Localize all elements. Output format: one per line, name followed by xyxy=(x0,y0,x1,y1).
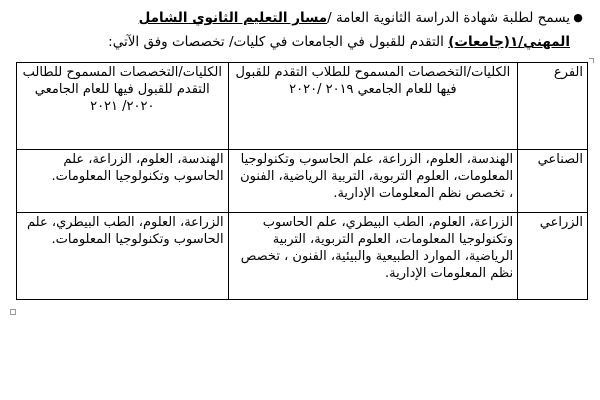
table-move-handle[interactable] xyxy=(589,58,594,63)
track-name-line1: مسار التعليم الثانوي الشامل xyxy=(138,10,328,26)
intro-text xyxy=(20,6,570,54)
admission-table xyxy=(16,62,588,300)
cell-year-2020: الهندسة، العلوم، الزراعة، علم الحاسوب وتكنولوجيا المعلومات. xyxy=(17,150,229,213)
track-name-line2: المهني/١(جامعات) xyxy=(448,34,570,50)
table-header-row xyxy=(17,63,588,150)
intro-paragraph xyxy=(20,6,586,54)
intro-suffix: التقدم للقبول في الجامعات في كليات/ تخصصات وفق الآتي: xyxy=(108,34,449,50)
bullet-icon: ● xyxy=(573,11,583,24)
header-year-2019: الكليات/التخصصات المسموح للطلاب التقدم للقبول فيها للعام الجامعي ٢٠١٩ /٢٠٢٠ xyxy=(228,63,518,150)
table-row xyxy=(17,213,588,300)
table-row xyxy=(17,150,588,213)
bullet-item xyxy=(20,6,586,54)
header-branch: الفرع xyxy=(518,63,588,150)
cell-year-2019: الهندسة، العلوم، الزراعة، علم الحاسوب وتكنولوجيا المعلومات، العلوم التربوية، التربية الرياضية، الفنون ، تخصص نظم المعلومات الإدارية. xyxy=(228,150,518,213)
cell-branch: الزراعي xyxy=(518,213,588,300)
table-resize-handle[interactable] xyxy=(10,309,16,315)
cell-branch: الصناعي xyxy=(518,150,588,213)
intro-prefix: يسمح لطلبة شهادة الدراسة الثانوية العامة / xyxy=(327,10,570,26)
cell-year-2020: الزراعة، العلوم، الطب البيطري، علم الحاسوب وتكنولوجيا المعلومات. xyxy=(17,213,229,300)
header-year-2020: الكليات/التخصصات المسموح للطالب التقدم للقبول فيها للعام الجامعي ٢٠٢٠/ ٢٠٢١ xyxy=(17,63,229,150)
cell-year-2019: الزراعة، العلوم، الطب البيطري، علم الحاسوب وتكنولوجيا المعلومات، العلوم التربوية، التربية الرياضية، الموارد الطبيعية والبيئية، الفنون ، تخصص نظم المعلومات الإدارية. xyxy=(228,213,518,300)
